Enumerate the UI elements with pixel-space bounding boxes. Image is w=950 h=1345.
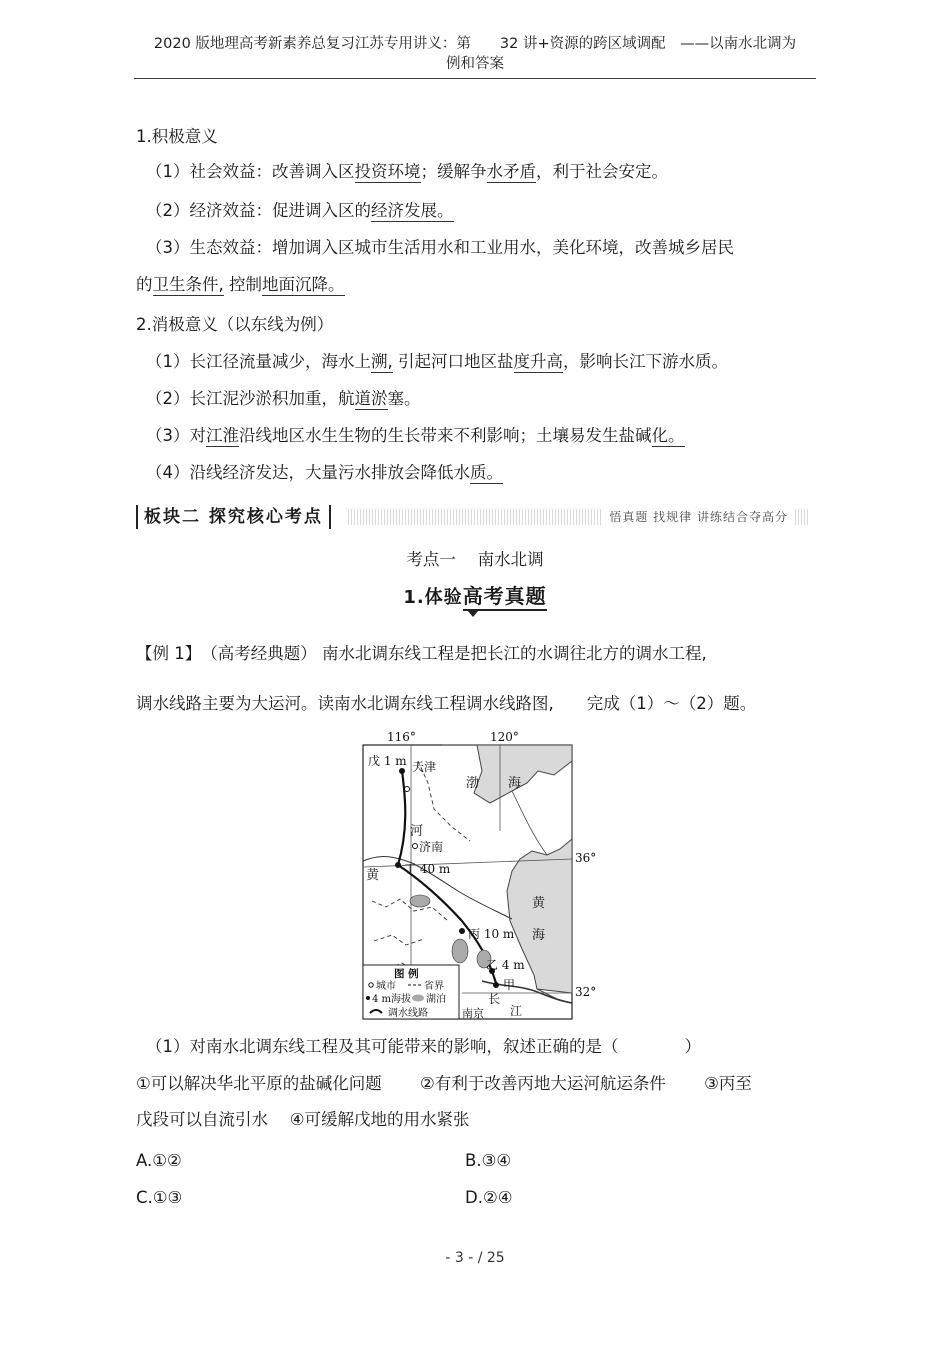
text: 引起河口地区盐 [392,352,514,371]
legend-city: 城市 [376,981,396,992]
section-title: 板块二 探究核心考点 [136,505,331,529]
answer-blank: 度升高 [513,352,563,371]
section-tagline: 悟真题 找规律 讲练结合夺高分 [603,507,794,527]
text: （4）沿线经济发达，大量污水排放会降低水 [146,463,470,482]
point-ding [395,862,401,868]
lake-2 [452,939,468,963]
text: （1）社会效益：改善调入区 [146,162,355,181]
negative-heading: 2.消极意义（以东线为例） [136,315,334,334]
text: （3）对 [146,426,206,445]
legend-alt-icon [366,996,370,1000]
lat-label-32: 32° [575,985,597,999]
question-stem: （1）对南水北调东线工程及其可能带来的影响，叙述正确的是（ ） [146,1037,701,1056]
point-bing [459,928,465,934]
ecological-benefit-line-1: （3）生态效益：增加调入区城市生活用水和工业用水，美化环境，改善城乡居民 [146,238,734,257]
legend-lake-icon [412,995,424,1002]
example-line-1: 【例 1】 （高考经典题） 南水北调东线工程是把长江的水调往北方的调水工程, [136,644,707,663]
city-jinan [413,844,418,849]
header-line-2: 例和答案 [446,56,504,72]
page-header [130,34,820,74]
legend-alt: 4 m海拔 [372,994,412,1005]
section-banner [136,505,808,529]
lake-1 [410,895,430,907]
ecological-benefit-line-2 [136,274,345,296]
answer-blank: 质。 [470,463,503,482]
answer-blank: 化。 [651,426,685,445]
legend-city-icon [369,983,373,987]
label-tianjin: 天津 [412,760,437,774]
text: 控制 [223,275,262,294]
subtitle-emphasis: 高考真题 [463,584,547,611]
label-wu: 戊 1 m [368,754,407,768]
label-chang: 长 [488,992,501,1006]
map-svg [362,730,597,1023]
answer-blank: 水矛盾 [486,162,536,181]
label-jinan: 济南 [419,840,444,854]
topic-title: 考点一 南水北调 [406,550,544,569]
answer-blank: 江淮 [206,426,239,445]
text: 沿线地区水生生物的生长带来不利影响；土壤易发生盐碱 [239,426,652,445]
lat-label-36: 36° [575,851,597,865]
negative-item-4 [146,462,503,484]
question-options-line-2: 戊段可以自流引水 ④可缓解戊地的用水紧张 [136,1110,470,1129]
label-yi: 乙 4 m [486,958,525,972]
legend-lake: 湖泊 [426,994,446,1005]
answer-blank: 道淤 [354,389,388,408]
text: （2）长江泥沙淤积加重，航 [146,389,355,408]
legend-title: 图 例 [394,968,419,980]
header-rule [134,78,816,79]
text: ，利于社会安定。 [536,162,668,181]
answer-choice-c[interactable]: C.①③ [136,1188,183,1207]
example-line-2: 调水线路主要为大运河。读南水北调东线工程调水线路图, 完成（1）～（2）题。 [136,694,757,713]
answer-choice-b[interactable]: B.③④ [465,1151,512,1170]
answer-blank: 投资环境 [354,162,421,181]
label-bohai-1: 渤 [466,776,480,791]
answer-choice-a[interactable]: A.①② [136,1151,182,1170]
label-bing: 丙 10 m [468,927,515,941]
text: （2）经济效益：促进调入区的 [146,201,371,220]
subtitle [0,584,950,610]
social-benefit [146,161,668,183]
page-number: - 3 - / 25 [445,1250,505,1266]
negative-item-2 [146,388,421,410]
label-huang: 黄 [366,868,380,883]
label-huanghai-1: 黄 [532,896,546,911]
water-diversion-map [362,730,597,1023]
text: （1）长江径流量减少，海水上 [146,352,371,371]
legend-border: 省界 [424,981,444,992]
subtitle-number: 1.体验 [403,587,463,608]
answer-blank: 溯, [371,352,393,371]
text: ，影响长江下游水质。 [563,352,728,371]
answer-blank: 地面沉降。 [262,275,345,294]
question-options-line-1: ①可以解决华北平原的盐碱化问题 ②有利于改善丙地大运河航运条件 ③丙至 [136,1074,752,1093]
negative-item-1 [146,351,728,373]
label-bohai-2: 海 [508,776,522,791]
city-tianjin [405,787,410,792]
text: 塞。 [387,389,421,408]
lon-label-120: 120° [490,730,519,744]
text: ；缓解争 [420,162,487,181]
label-he: 河 [410,824,424,839]
answer-blank: 经济发展。 [371,201,454,220]
label-ding: 丁 40 m [404,862,451,876]
point-wu [399,768,405,774]
label-jia: 甲 [503,978,516,992]
answer-choice-d[interactable]: D.②④ [465,1188,513,1207]
label-jiang: 江 [510,1004,523,1018]
legend-route: 调水线路 [388,1008,428,1019]
text: 的 [136,275,153,294]
label-nanjing: 南京 [462,1007,484,1020]
economic-benefit [146,200,454,222]
header-line-1: 2020 版地理高考新素养总复习江苏专用讲义：第 32 讲+资源的跨区域调配 ——以南水北调为 [153,36,797,52]
negative-item-3 [146,425,685,447]
label-huanghai-2: 海 [532,928,546,943]
lon-label-116: 116° [387,730,416,744]
positive-heading: 1.积极意义 [136,127,218,146]
answer-blank: 卫生条件, [152,275,224,294]
triangle-marker-icon [467,610,479,617]
point-jia [493,982,499,988]
